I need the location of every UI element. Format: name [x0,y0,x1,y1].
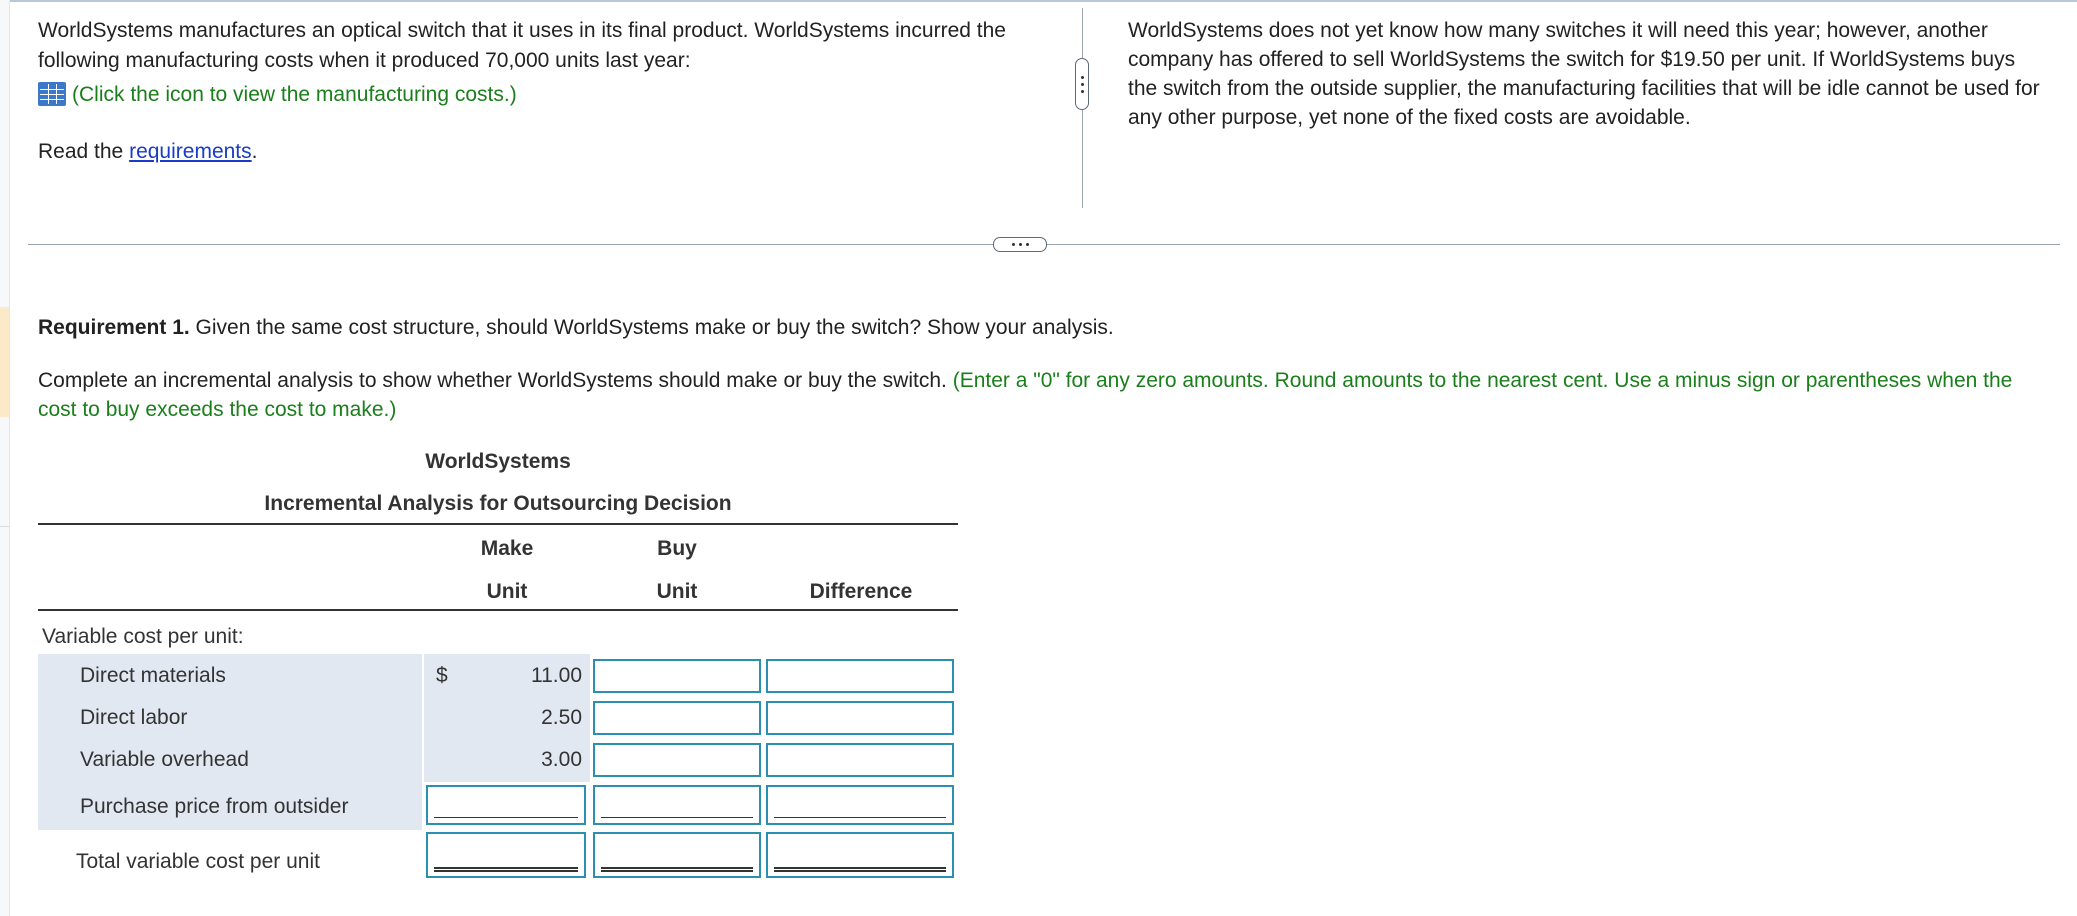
col-make-unit-header: Unit [486,580,528,603]
buy-direct-labor-input[interactable] [593,701,761,735]
requirement-question [38,316,1114,340]
vertical-splitter-handle[interactable] [1075,58,1089,110]
row-label-direct-labor: Direct labor [80,706,188,729]
problem-intro-text: WorldSystems manufactures an optical switch that it uses in its final product. WorldSystems incurred the following manufacturing costs when it produced 70,000 units last year: [38,19,1006,72]
problem-right-pane [1128,16,2048,132]
table-header-rule [38,609,958,611]
col-make-header: Make [480,537,534,560]
col-buy-unit-header: Unit [656,580,698,603]
currency-symbol: $ [436,664,448,687]
difference-direct-materials-input[interactable] [766,659,954,693]
requirement-label: Requirement 1. [38,316,190,339]
horizontal-splitter-handle[interactable] [993,237,1047,252]
buy-total-input[interactable] [593,832,761,878]
view-costs-link[interactable] [38,80,1048,110]
problem-right-text: WorldSystems does not yet know how many switches it will need this year; however, another company has offered to sell WorldSystems the switch for $19.50 per unit. If WorldSystems buys the switch from the outside supplier, the manufacturing facilities that will be idle cannot be used for any other purpose, yet none of the fixed costs are avoidable. [1128,19,2040,129]
table-company-name: WorldSystems [425,450,571,473]
read-suffix: . [251,140,258,163]
instruction-text [38,366,2048,424]
instruction-main: Complete an incremental analysis to show whether WorldSystems should make or buy the switch. [38,369,953,392]
read-requirements-line [38,140,257,164]
read-prefix: Read the [38,140,130,163]
problem-left-pane [38,16,1048,110]
row-label-variable-overhead: Variable overhead [80,748,249,771]
instruction-hint: (Enter a "0" for any zero amounts. Round amounts to the nearest cent. Use a minus sign or parentheses when the cost to buy exceeds the cost to make.) [38,369,2013,421]
difference-variable-overhead-input[interactable] [766,743,954,777]
view-costs-link-text[interactable]: (Click the icon to view the manufacturing costs.) [72,83,517,106]
row-label-total-variable-cost: Total variable cost per unit [76,850,320,873]
current-step-marker [0,307,9,417]
make-total-input[interactable] [426,832,586,878]
difference-purchase-price-input[interactable] [766,785,954,825]
buy-variable-overhead-input[interactable] [593,743,761,777]
gutter-divider [0,526,9,527]
requirement-question-text: Given the same cost structure, should WorldSystems make or buy the switch? Show your analysis. [189,316,1114,339]
table-title: Incremental Analysis for Outsourcing Decision [264,492,732,515]
difference-total-input[interactable] [766,832,954,878]
make-variable-overhead-value: 3.00 [541,748,582,771]
left-gutter [0,0,10,916]
difference-direct-labor-input[interactable] [766,701,954,735]
top-border [0,0,2077,2]
col-difference-header: Difference [809,580,913,603]
make-direct-labor-value: 2.50 [541,706,582,729]
table-top-rule [38,523,958,525]
buy-purchase-price-input[interactable] [593,785,761,825]
row-label-purchase-price: Purchase price from outsider [80,795,349,818]
buy-direct-materials-input[interactable] [593,659,761,693]
make-purchase-price-input[interactable] [426,785,586,825]
row-label-direct-materials: Direct materials [80,664,226,687]
section-label-variable-cost: Variable cost per unit: [42,625,244,648]
col-buy-header: Buy [657,537,697,560]
table-grid-icon[interactable] [38,82,66,106]
requirements-link[interactable]: requirements [129,140,252,163]
make-direct-materials-value: 11.00 [531,664,582,687]
